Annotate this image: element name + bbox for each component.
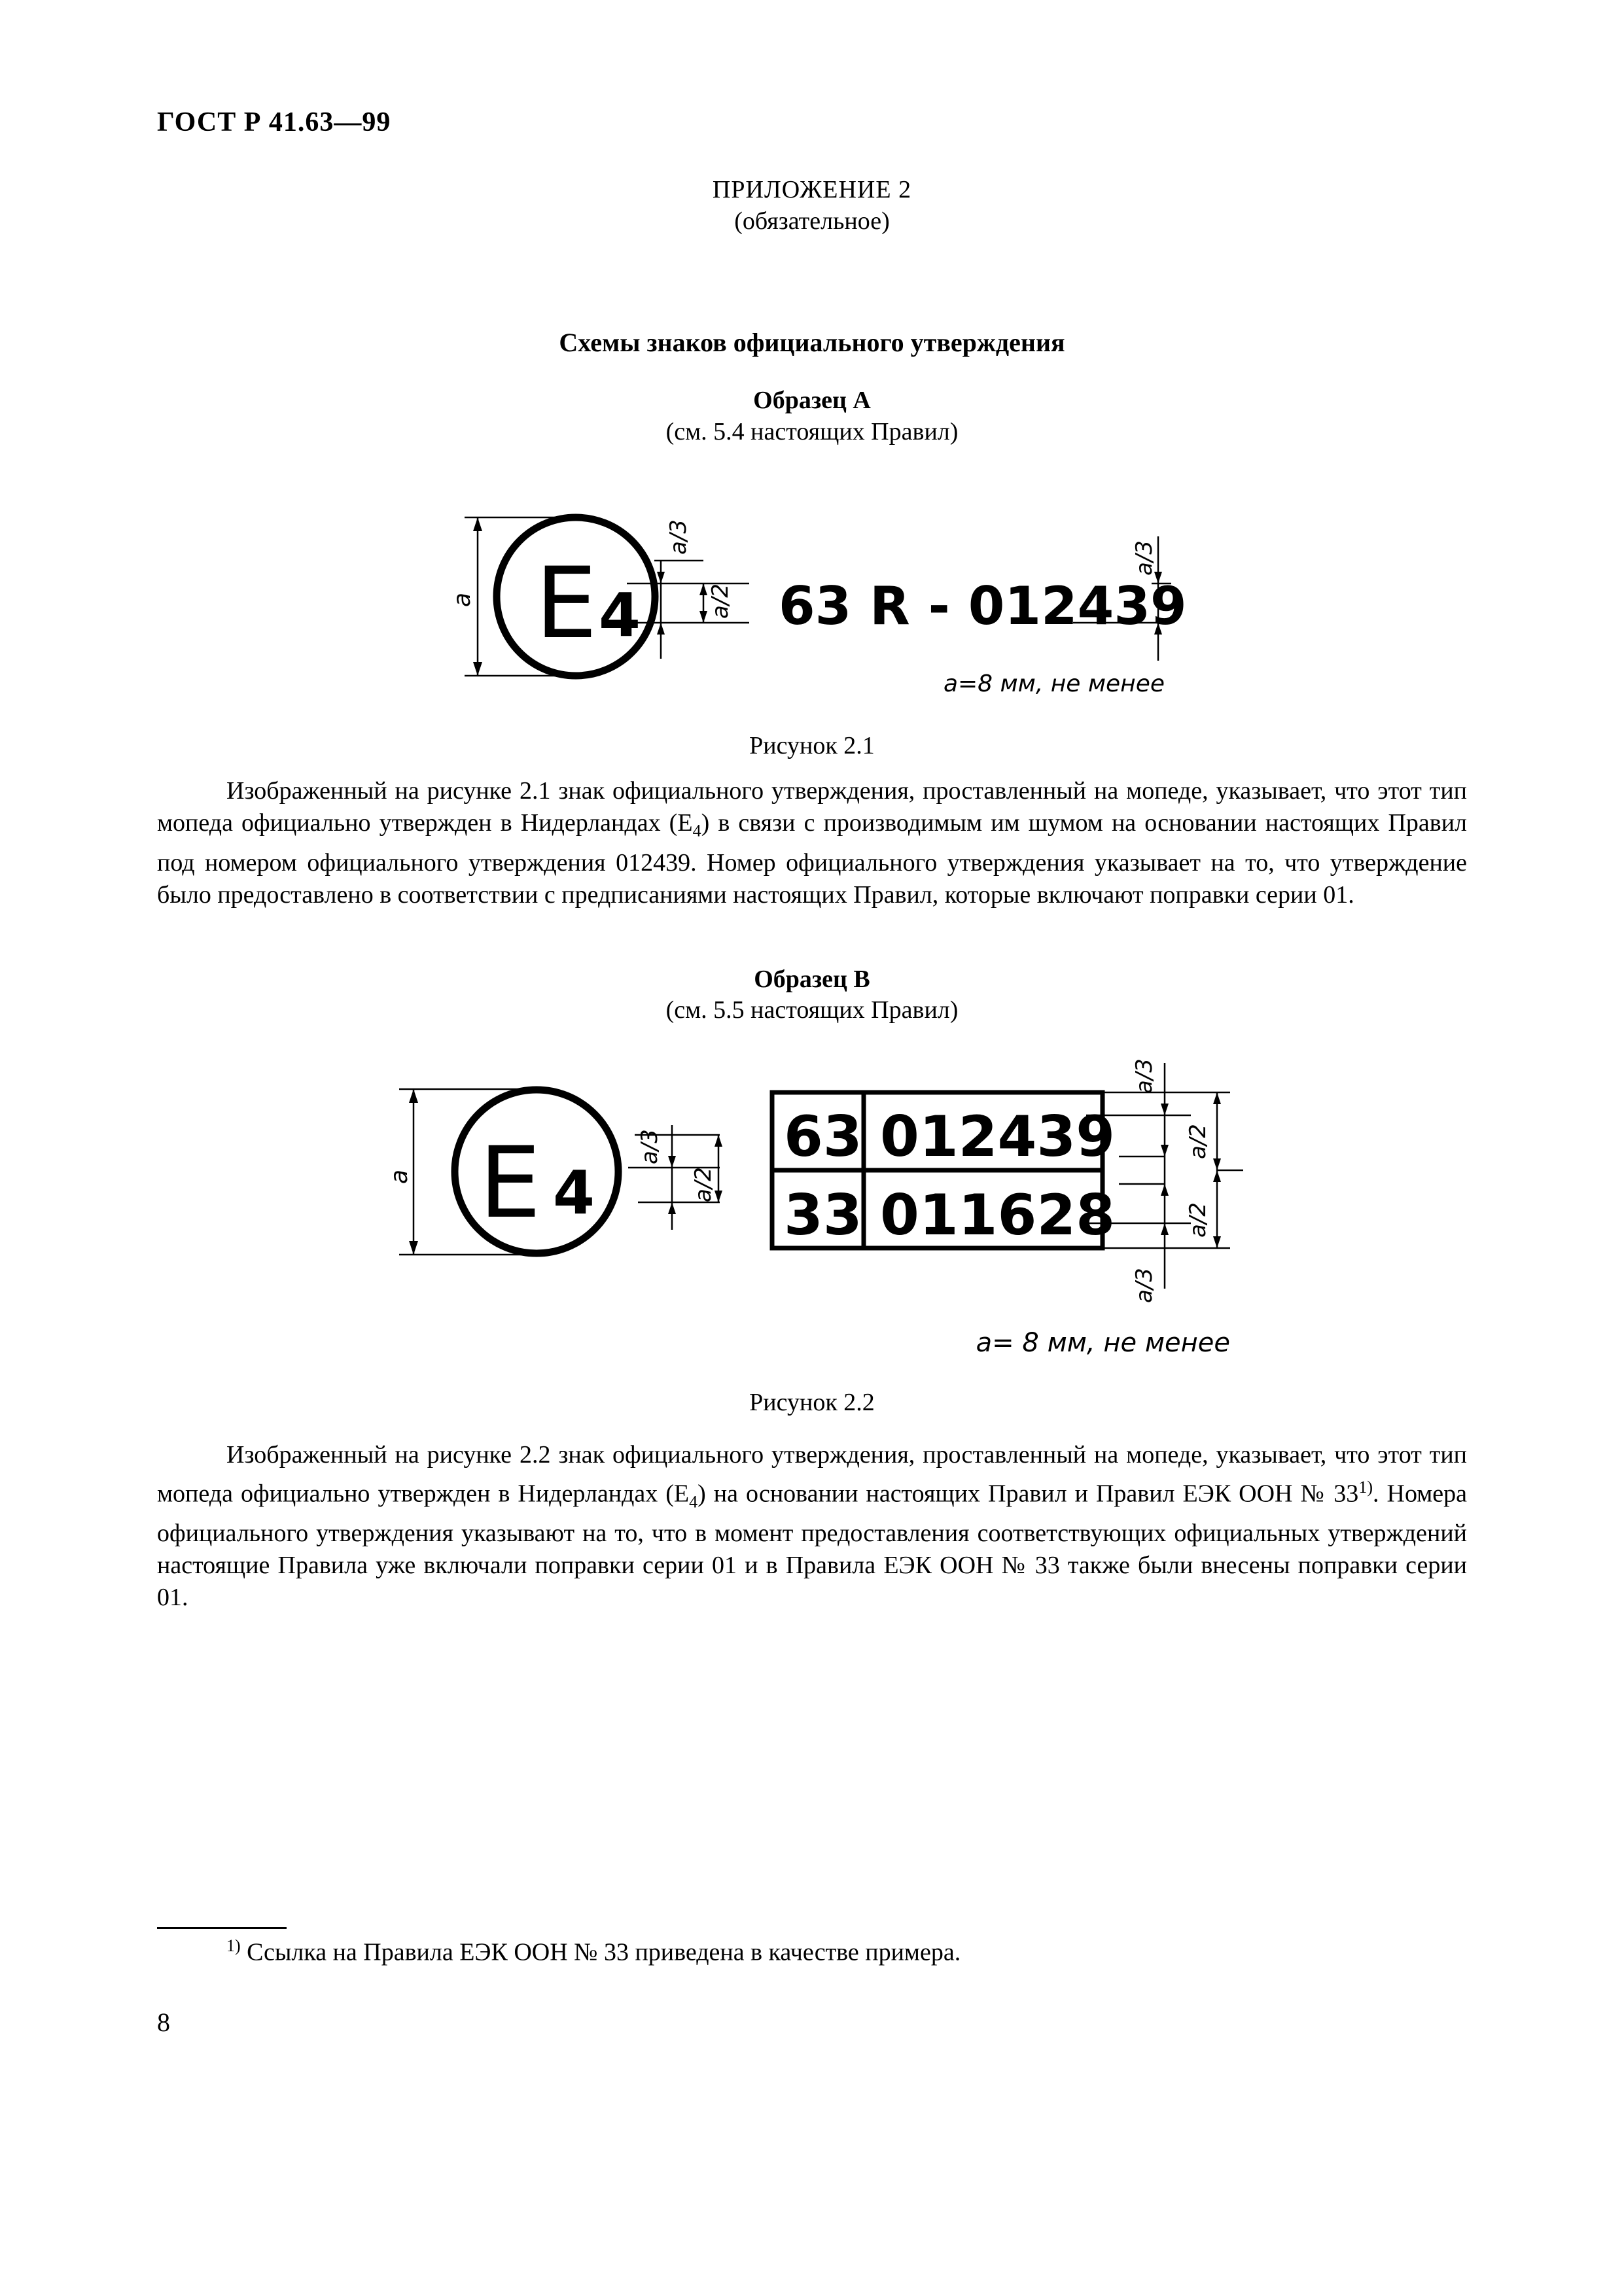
sample-a-title: Образец А [753,387,871,414]
approval-number-text: 63 R - 012439 [779,576,1187,636]
paragraph-2: Изображенный на рисунке 2.2 знак официального утверждения, проставленный на мопеде, указывает, что этот тип мопеда официально утвержден в Нидерландах $(E_4)$ на основании настоящих Правил и Правил ЕЭК ООН № 33$^{1)}$. Номера официального утверждения указывают на то, что в момент предоставления соответствующих официальных утверждений настоящие Правила уже включали поправки серии 01 и в Правила ЕЭК ООН № 33 также были внесены поправки серии 01. [157,1441,1467,1612]
table-dim-a3-bottom: a/3 [1131,1268,1157,1303]
footnote-separator [157,1927,287,1929]
footnote: $^{1)}$ Ссылка на Правила ЕЭК ООН № 33 приведена в качестве примера. [226,1936,961,1966]
e-letter-b: E [479,1126,541,1240]
section-title: Схемы знаков официального утверждения [559,328,1065,357]
dimension-a-label-b: a [386,1169,413,1184]
dimension-a-label: a [449,592,476,607]
table-row-2-number: 011628 [880,1183,1116,1248]
country-number-b: 4 [553,1158,595,1228]
table-dim-a2-bottom: a/2 [1185,1202,1211,1238]
dimension-a2-label-b: a/2 [690,1167,716,1202]
table-dim-a2-top: a/2 [1185,1124,1211,1159]
e-letter: E [535,547,597,661]
sample-a-reference: (см. 5.4 настоящих Правил) [665,418,959,445]
figure-2-1-caption: Рисунок 2.1 [749,732,875,759]
figure-2-1-note: a=8 мм, не менее [943,670,1165,697]
table-row-1-reg: 63 [784,1104,862,1170]
figure-2-1 [0,497,1624,720]
document-code: ГОСТ Р 41.63—99 [157,107,391,137]
table-row-2-reg: 33 [784,1183,862,1248]
table-row-1-number: 012439 [880,1104,1116,1170]
sample-b-title: Образец В [754,965,870,993]
figure-2-2-caption: Рисунок 2.2 [749,1389,875,1416]
dimension-a3-label-b: a/3 [637,1129,663,1164]
paragraph-1: Изображенный на рисунке 2.1 знак официального утверждения, проставленный на мопеде, указывает, что этот тип мопеда официально утвержден в Нидерландах $(E_4)$ в связи с производимым им шумом на основании настоящих Правил под номером официального утверждения 012439. Номер официального утверждения указывает на то, что утверждение было предоставлено в соответствии с предписаниями настоящих Правил, которые включают поправки серии 01. [157,777,1467,909]
dimension-a3-label: a/3 [665,519,692,555]
appendix-title: ПРИЛОЖЕНИЕ 2 [712,176,912,203]
sample-b-reference: (см. 5.5 настоящих Правил) [665,996,959,1024]
appendix-subtitle: (обязательное) [734,207,890,235]
country-number: 4 [599,580,641,650]
dimension-a3-label-right: a/3 [1131,540,1157,576]
table-dim-a3-top: a/3 [1131,1058,1157,1094]
page-number: 8 [157,2008,170,2037]
figure-2-2 [0,1034,1624,1341]
dimension-a2-label: a/2 [707,583,733,619]
figure-2-2-note: a= 8 мм, не менее [976,1328,1230,1358]
